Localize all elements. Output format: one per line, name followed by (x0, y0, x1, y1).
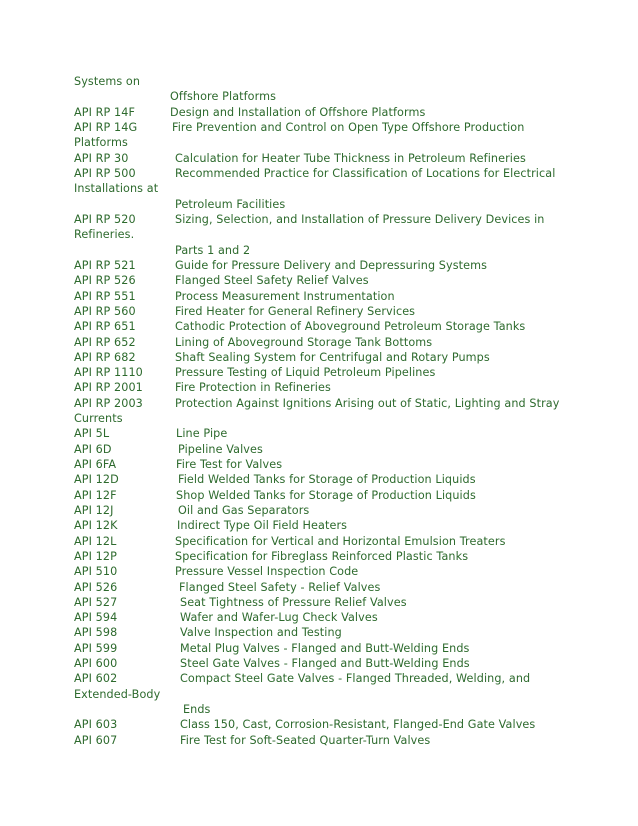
doc-line (74, 74, 140, 89)
standard-title: Recommended Practice for Classification of Locations for Electrical (175, 167, 556, 180)
standard-title: Flanged Steel Safety Relief Valves (175, 274, 369, 287)
doc-line (74, 304, 415, 319)
doc-line (74, 197, 285, 212)
standard-code: API 12F (74, 489, 117, 502)
doc-line (74, 380, 331, 395)
standard-code: API RP 651 (74, 320, 136, 333)
standard-code: API 12P (74, 550, 117, 563)
doc-line (74, 580, 380, 595)
doc-line (74, 350, 490, 365)
doc-line (74, 457, 282, 472)
continuation-text: Systems on (74, 75, 141, 88)
standard-code: API RP 14G (74, 121, 138, 134)
doc-line (74, 365, 435, 380)
continuation-text: Installations at (74, 182, 159, 195)
standard-title: Calculation for Heater Tube Thickness in Petroleum Refineries (175, 152, 526, 165)
continuation-text: Ends (183, 703, 211, 716)
standard-title: Indirect Type Oil Field Heaters (177, 519, 348, 532)
standard-code: API 12J (74, 504, 114, 517)
standard-title: Metal Plug Valves - Flanged and Butt-Welding Ends (180, 642, 470, 655)
doc-line (74, 442, 263, 457)
continuation-text: Currents (74, 412, 123, 425)
standard-code: API 5L (74, 427, 110, 440)
doc-line (74, 610, 378, 625)
standard-code: API 602 (74, 672, 118, 685)
standard-title: Oil and Gas Separators (178, 504, 310, 517)
standard-title: Shop Welded Tanks for Storage of Production Liquids (176, 489, 476, 502)
standard-title: Compact Steel Gate Valves - Flanged Threaded, Welding, and (180, 672, 531, 685)
standard-title: Pressure Vessel Inspection Code (175, 565, 359, 578)
standard-code: API 6D (74, 443, 112, 456)
standard-title: Wafer and Wafer-Lug Check Valves (180, 611, 378, 624)
standard-code: API RP 652 (74, 336, 136, 349)
doc-line (74, 549, 468, 564)
doc-line (74, 641, 469, 656)
standard-title: Fired Heater for General Refinery Services (175, 305, 416, 318)
doc-line (74, 426, 227, 441)
standard-title: Fire Protection in Refineries (175, 381, 331, 394)
doc-line (74, 181, 158, 196)
standard-title: Steel Gate Valves - Flanged and Butt-Welding Ends (180, 657, 470, 670)
standard-code: API 510 (74, 565, 118, 578)
continuation-text: Offshore Platforms (170, 90, 277, 103)
standard-title: Specification for Fibreglass Reinforced Plastic Tanks (175, 550, 469, 563)
standard-title: Shaft Sealing System for Centrifugal and Rotary Pumps (175, 351, 490, 364)
standard-title: Field Welded Tanks for Storage of Production Liquids (178, 473, 476, 486)
doc-line (74, 503, 309, 518)
continuation-text: Extended-Body (74, 688, 161, 701)
standard-title: Sizing, Selection, and Installation of Pressure Delivery Devices in (175, 213, 545, 226)
doc-line (74, 488, 476, 503)
standard-code: API RP 521 (74, 259, 136, 272)
standard-title: Line Pipe (176, 427, 228, 440)
standard-title: Fire Test for Soft-Seated Quarter-Turn Valves (180, 734, 431, 747)
standard-title: Seat Tightness of Pressure Relief Valves (180, 596, 407, 609)
doc-line (74, 717, 535, 732)
doc-line (74, 656, 470, 671)
standard-title: Valve Inspection and Testing (180, 626, 342, 639)
doc-line (74, 227, 134, 242)
standard-code: API RP 500 (74, 167, 136, 180)
standard-title: Process Measurement Instrumentation (175, 290, 395, 303)
doc-line (74, 671, 530, 686)
doc-line (74, 625, 342, 640)
standard-code: API RP 14F (74, 106, 136, 119)
standard-code: API 526 (74, 581, 118, 594)
standard-code: API 607 (74, 734, 118, 747)
standard-code: API RP 2003 (74, 397, 143, 410)
standard-code: API 594 (74, 611, 118, 624)
doc-line (74, 411, 123, 426)
doc-line (74, 564, 358, 579)
doc-line (74, 89, 276, 104)
doc-line (74, 243, 250, 258)
standard-title: Design and Installation of Offshore Platforms (170, 106, 426, 119)
standard-title: Fire Prevention and Control on Open Type Offshore Production (172, 121, 525, 134)
doc-line (74, 687, 160, 702)
doc-line (74, 151, 526, 166)
standard-code: API 598 (74, 626, 118, 639)
doc-line (74, 335, 432, 350)
doc-line (74, 135, 128, 150)
doc-line (74, 518, 347, 533)
doc-line (74, 595, 407, 610)
continuation-text: Petroleum Facilities (175, 198, 286, 211)
standard-code: API RP 2001 (74, 381, 143, 394)
doc-line (74, 472, 476, 487)
doc-line (74, 396, 559, 411)
doc-line (74, 273, 369, 288)
standard-title: Cathodic Protection of Aboveground Petroleum Storage Tanks (175, 320, 526, 333)
standard-title: Lining of Aboveground Storage Tank Bottoms (175, 336, 433, 349)
standard-title: Pressure Testing of Liquid Petroleum Pipelines (175, 366, 436, 379)
standard-title: Fire Test for Valves (176, 458, 283, 471)
standard-code: API 12K (74, 519, 118, 532)
doc-line (74, 702, 211, 717)
standard-title: Pipeline Valves (178, 443, 263, 456)
doc-line (74, 733, 430, 748)
doc-line (74, 212, 545, 227)
standard-code: API RP 1110 (74, 366, 143, 379)
standard-title: Flanged Steel Safety - Relief Valves (179, 581, 381, 594)
continuation-text: Platforms (74, 136, 128, 149)
standard-code: API 599 (74, 642, 118, 655)
standard-code: API RP 30 (74, 152, 129, 165)
standard-code: API RP 551 (74, 290, 136, 303)
standard-title: Specification for Vertical and Horizontal Emulsion Treaters (175, 535, 506, 548)
standard-code: API 600 (74, 657, 118, 670)
standard-code: API 12L (74, 535, 117, 548)
standard-code: API 527 (74, 596, 118, 609)
standard-code: API RP 526 (74, 274, 136, 287)
doc-line (74, 258, 487, 273)
standard-title: Protection Against Ignitions Arising out of Static, Lighting and Stray (175, 397, 560, 410)
standard-code: API RP 682 (74, 351, 136, 364)
standard-code: API RP 560 (74, 305, 136, 318)
standard-title: Guide for Pressure Delivery and Depressuring Systems (175, 259, 488, 272)
doc-line (74, 105, 425, 120)
standard-code: API 603 (74, 718, 118, 731)
doc-line (74, 289, 395, 304)
standard-title: Class 150, Cast, Corrosion-Resistant, Flanged-End Gate Valves (180, 718, 536, 731)
doc-line (74, 319, 525, 334)
doc-line (74, 534, 506, 549)
standard-code: API 6FA (74, 458, 117, 471)
standard-code: API 12D (74, 473, 119, 486)
doc-line (74, 120, 524, 135)
doc-line (74, 166, 555, 181)
standard-code: API RP 520 (74, 213, 136, 226)
continuation-text: Refineries. (74, 228, 135, 241)
continuation-text: Parts 1 and 2 (175, 244, 251, 257)
